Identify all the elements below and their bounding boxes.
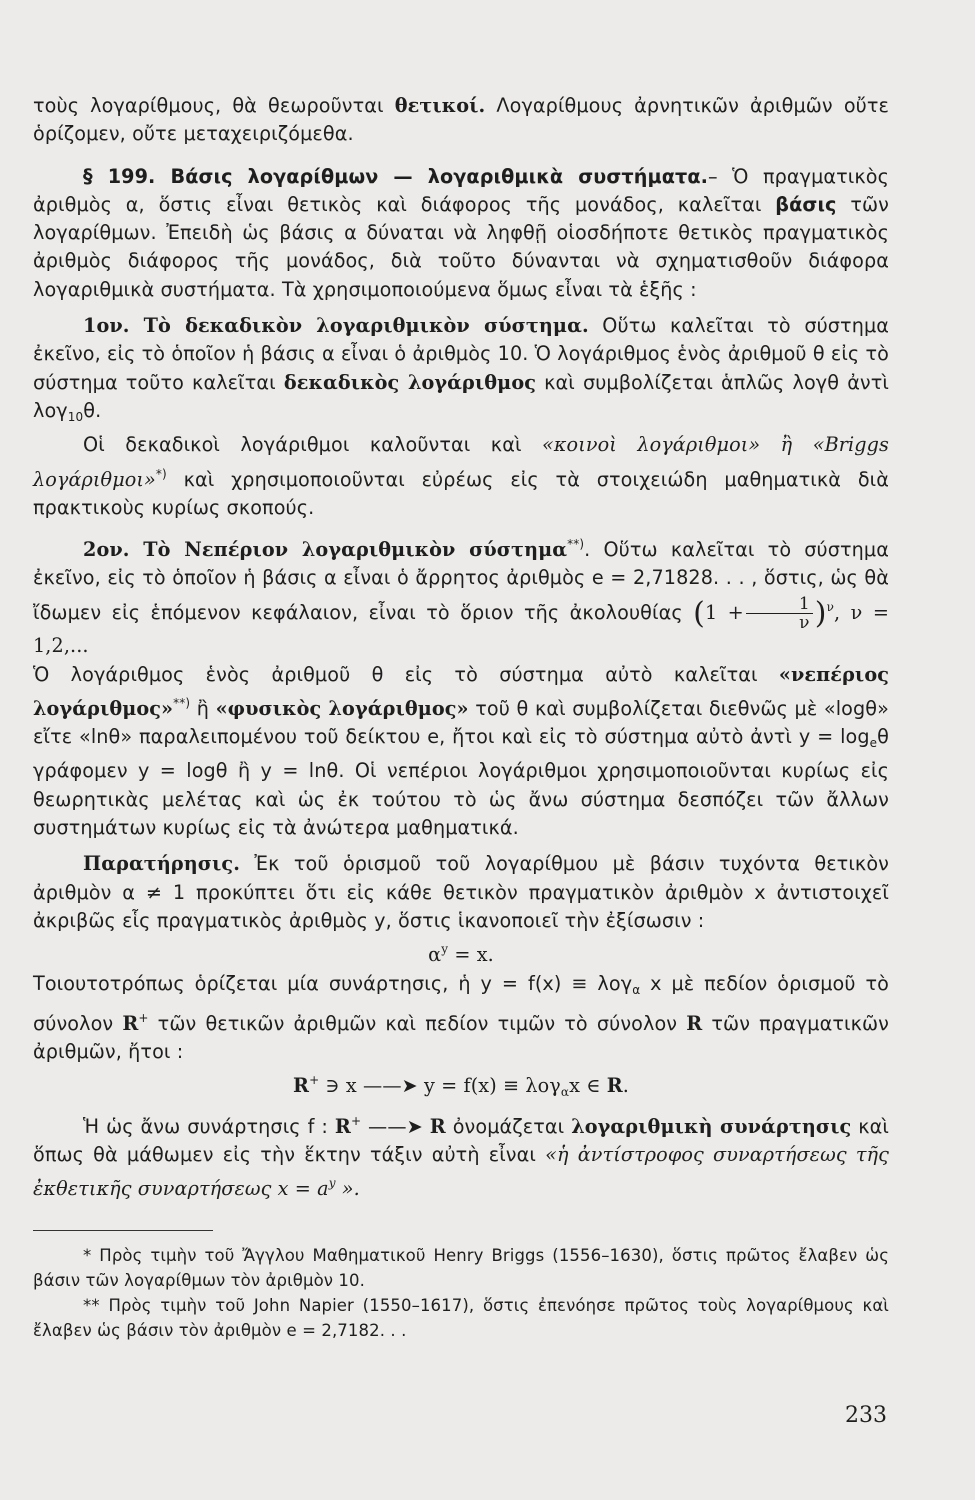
italic-term: ». [335,1177,360,1201]
footnote-divider [33,1230,213,1231]
equation-2 [33,1066,889,1106]
text: καὶ ὅπως θὰ μάθωμεν εἰς τὴν ἕκτην τάξιν αὐτὴ εἶναι [33,1114,890,1166]
system-2-paragraph [33,530,889,660]
text: . Οὕτω καλεῖται τὸ σύστημα ἐκεῖνο, εἰς τὸ ὁποῖον ἡ βάσις α εἶναι ὁ ἄρρητος ἀριθμὸς e = 2,71828. . . , ὅστις, ὡς θὰ ἴδωμεν εἰς ἑπόμενον κεφάλαιον, εἶναι τὸ ὅριον τῆς ἀκολουθίας [33,538,889,624]
text: Ἡ ὡς ἄνω συνάρτησις f : [83,1114,335,1138]
subscript: e [869,736,878,751]
subscript: 10 [67,409,84,424]
natural-log-paragraph [33,661,889,843]
text: Οἱ δεκαδικοὶ λογάριθμοι καλοῦνται καὶ [83,433,543,457]
text: Λογαρίθμους ἀρνητικῶν ἀριθμῶν οὔτε ὁρίζομεν, οὔτε μεταχειριζόμεθα. [33,94,889,146]
text: καὶ συμβολίζεται ἁπλῶς λογθ ἀντὶ λογ [33,370,889,422]
remark-paragraph [33,850,889,935]
text: Τοιουτοτρόπως ὁρίζεται μία συνάρτησις, ἡ y = f(x) ≡ λογ [33,971,633,995]
text: ——➤ [361,1114,430,1138]
set-symbol: R [429,1114,446,1138]
footnote-mark: *) [155,466,167,481]
set-symbol: R [122,1011,139,1035]
subscript: α [632,982,641,997]
text: τῶν πραγματικῶν ἀριθμῶν, ἤτοι : [33,1011,889,1064]
text: τῶν λογαρίθμων. Ἐπειδὴ ὡς βάσις α δύναται νὰ ληφθῇ οἱοσδήποτε θετικὸς πραγματικὸς ἀριθμὸς διάφορος τῆς μονάδος, διὰ τοῦτο δύνανται νὰ σχηματισθοῦν διάφορα λογαριθμικὰ συστήματα. Τὰ χρησιμοποιούμενα ὅμως εἶναι τὰ ἑξῆς : [33,192,889,301]
text: – Ὁ πραγματικὸς ἀριθμὸς α, ὅστις εἶναι θετικὸς καὶ διάφορος τῆς μονάδος, καλεῖται [33,164,889,216]
footnote-mark: **) [173,695,191,710]
superscript: + [350,1113,362,1128]
text: . [622,1074,629,1098]
text: 1 + [704,600,744,624]
text: α [428,943,442,967]
section-199 [33,163,889,304]
text: θ γράφομεν y = logθ ἢ y = lnθ. Οἱ νεπέριοι λογάριθμοι χρησιμοποιοῦνται κυρίως εἰς θεωρητικὰς μελέτας καὶ ὡς ἐκ τούτου τὸ ὡς ἄνω σύστημα δεσπόζει τῶν ἄλλων συστημάτων κυρίως εἰς τὰ ἀνώτερα μαθηματικά. [33,725,889,840]
bold-term: δεκαδικὸς λογάριθμος [283,370,537,394]
fraction-denominator: ν [799,613,810,634]
footnote-1: * Πρὸς τιμὴν τοῦ Ἄγγλου Μαθηματικοῦ Henry Briggs (1556–1630), ὅστις πρῶτος ἔλαβεν ὡς βάσιν τῶν λογαρίθμων τὸν ἀριθμὸν 10. [33,1245,889,1290]
subscript: α [560,1085,570,1100]
text: x μὲ πεδίον ὁρισμοῦ τὸ σύνολον [33,971,889,1035]
common-logs-paragraph [33,431,889,522]
text: θ. [83,398,102,422]
set-symbol: R [293,1074,310,1098]
text: τοῦ θ καὶ συμβολίζεται διεθνῶς μὲ «logθ» εἴτε «lnθ» παραλειπομένου τοῦ δείκτου e, ἤτοι καὶ εἰς τὸ σύστημα αὐτὸ ἀντὶ y = log [33,696,889,749]
italic-term: «κοινοὶ λογάριθμοι» ἢ «Briggs λογάριθμοι» [33,433,889,491]
set-symbol: R [686,1011,703,1035]
equation-1 [33,935,889,969]
bold-term: θετικοί. [394,94,486,117]
text: τῶν θετικῶν ἀριθμῶν καὶ πεδίον τιμῶν τὸ σύνολον [148,1011,687,1035]
page-number: 233 [845,1403,887,1428]
page-body [33,92,889,1343]
exponent: ν [826,599,834,614]
subsection-heading: 1ον. Τὸ δεκαδικὸν λογαριθμικὸν σύστημα. [83,314,589,338]
text: ὀνομάζεται [445,1114,572,1138]
function-definition-paragraph [33,970,889,1067]
text: τοὺς λογαρίθμους, θὰ θεωροῦνται [33,94,395,117]
text: ∋ x ——➤ y = f(x) ≡ λογ [319,1074,561,1098]
text: ἢ [190,696,216,720]
remark-heading: Παρατήρησις. [83,852,240,876]
text: Ὁ λογάριθμος ἑνὸς ἀριθμοῦ θ εἰς τὸ σύστημα αὐτὸ καλεῖται [33,662,779,686]
text: = x. [448,943,494,967]
set-symbol: R [334,1114,351,1138]
text: x ∈ [569,1074,607,1098]
subsection-heading: 2ον. Τὸ Νεπέριον λογαριθμικὸν σύστημα [83,538,568,562]
system-1-paragraph [33,312,889,431]
fraction [746,595,813,632]
bold-term: βάσις [775,192,837,216]
section-heading: § 199. Βάσις λογαρίθμων — λογαριθμικὰ συστήματα. [83,164,708,188]
bold-term: «φυσικὸς λογάριθμος» [215,696,469,720]
superscript: + [309,1073,320,1088]
text: καὶ χρησιμοποιοῦνται εὐρέως εἰς τὰ στοιχειώδη μαθηματικὰ διὰ πρακτικοὺς κυρίως σκοπούς. [33,467,889,519]
superscript: + [138,1010,149,1025]
logarithmic-function-paragraph [33,1107,889,1204]
italic-term: «ἡ ἀντίστροφος συναρτήσεως τῆς ἐκθετικῆς συναρτήσεως x = a [33,1143,889,1201]
limit-formula: (1 + $\frac{1}{\nu}$ )$^\nu$, ν = 1,2,... [33,594,889,658]
exponent: y [441,942,449,957]
set-symbol: R [606,1074,623,1098]
exponent: y [328,1176,336,1191]
bold-term: «νεπέριος λογάριθμος» [33,662,889,720]
footnote-2: ** Πρὸς τιμὴν τοῦ John Napier (1550–1617), ὅστις ἐπενόησε πρῶτος τοὺς λογαρίθμους καὶ ἔλαβεν ὡς βάσιν τὸν ἀριθμὸν e = 2,7182. . . [33,1295,889,1340]
footnote-mark: **) [567,537,585,552]
text: Ἐκ τοῦ ὁρισμοῦ τοῦ λογαρίθμου μὲ βάσιν τυχόντα θετικὸν ἀριθμὸν α ≠ 1 προκύπτει ὅτι εἰς κάθε θετικὸν πραγματικὸν ἀριθμὸν x ἀντιστοιχεῖ ἀκριβῶς εἷς πραγματικὸς ἀριθμὸς y, ὅστις ἱκανοποιεῖ τὴν ἐξίσωσιν : [33,852,889,932]
text: , ν = 1,2,... [33,600,889,658]
text: Οὕτω καλεῖται τὸ σύστημα ἐκεῖνο, εἰς τὸ ὁποῖον ἡ βάσις α εἶναι ὁ ἀριθμὸς 10. Ὁ λογάριθμος ἑνὸς ἀριθμοῦ θ εἰς τὸ σύστημα τοῦτο καλεῖται [33,314,890,394]
intro-paragraph [33,92,889,149]
bold-term: λογαριθμικὴ συνάρτησις [571,1114,852,1138]
fraction-numerator: 1 [746,595,813,614]
